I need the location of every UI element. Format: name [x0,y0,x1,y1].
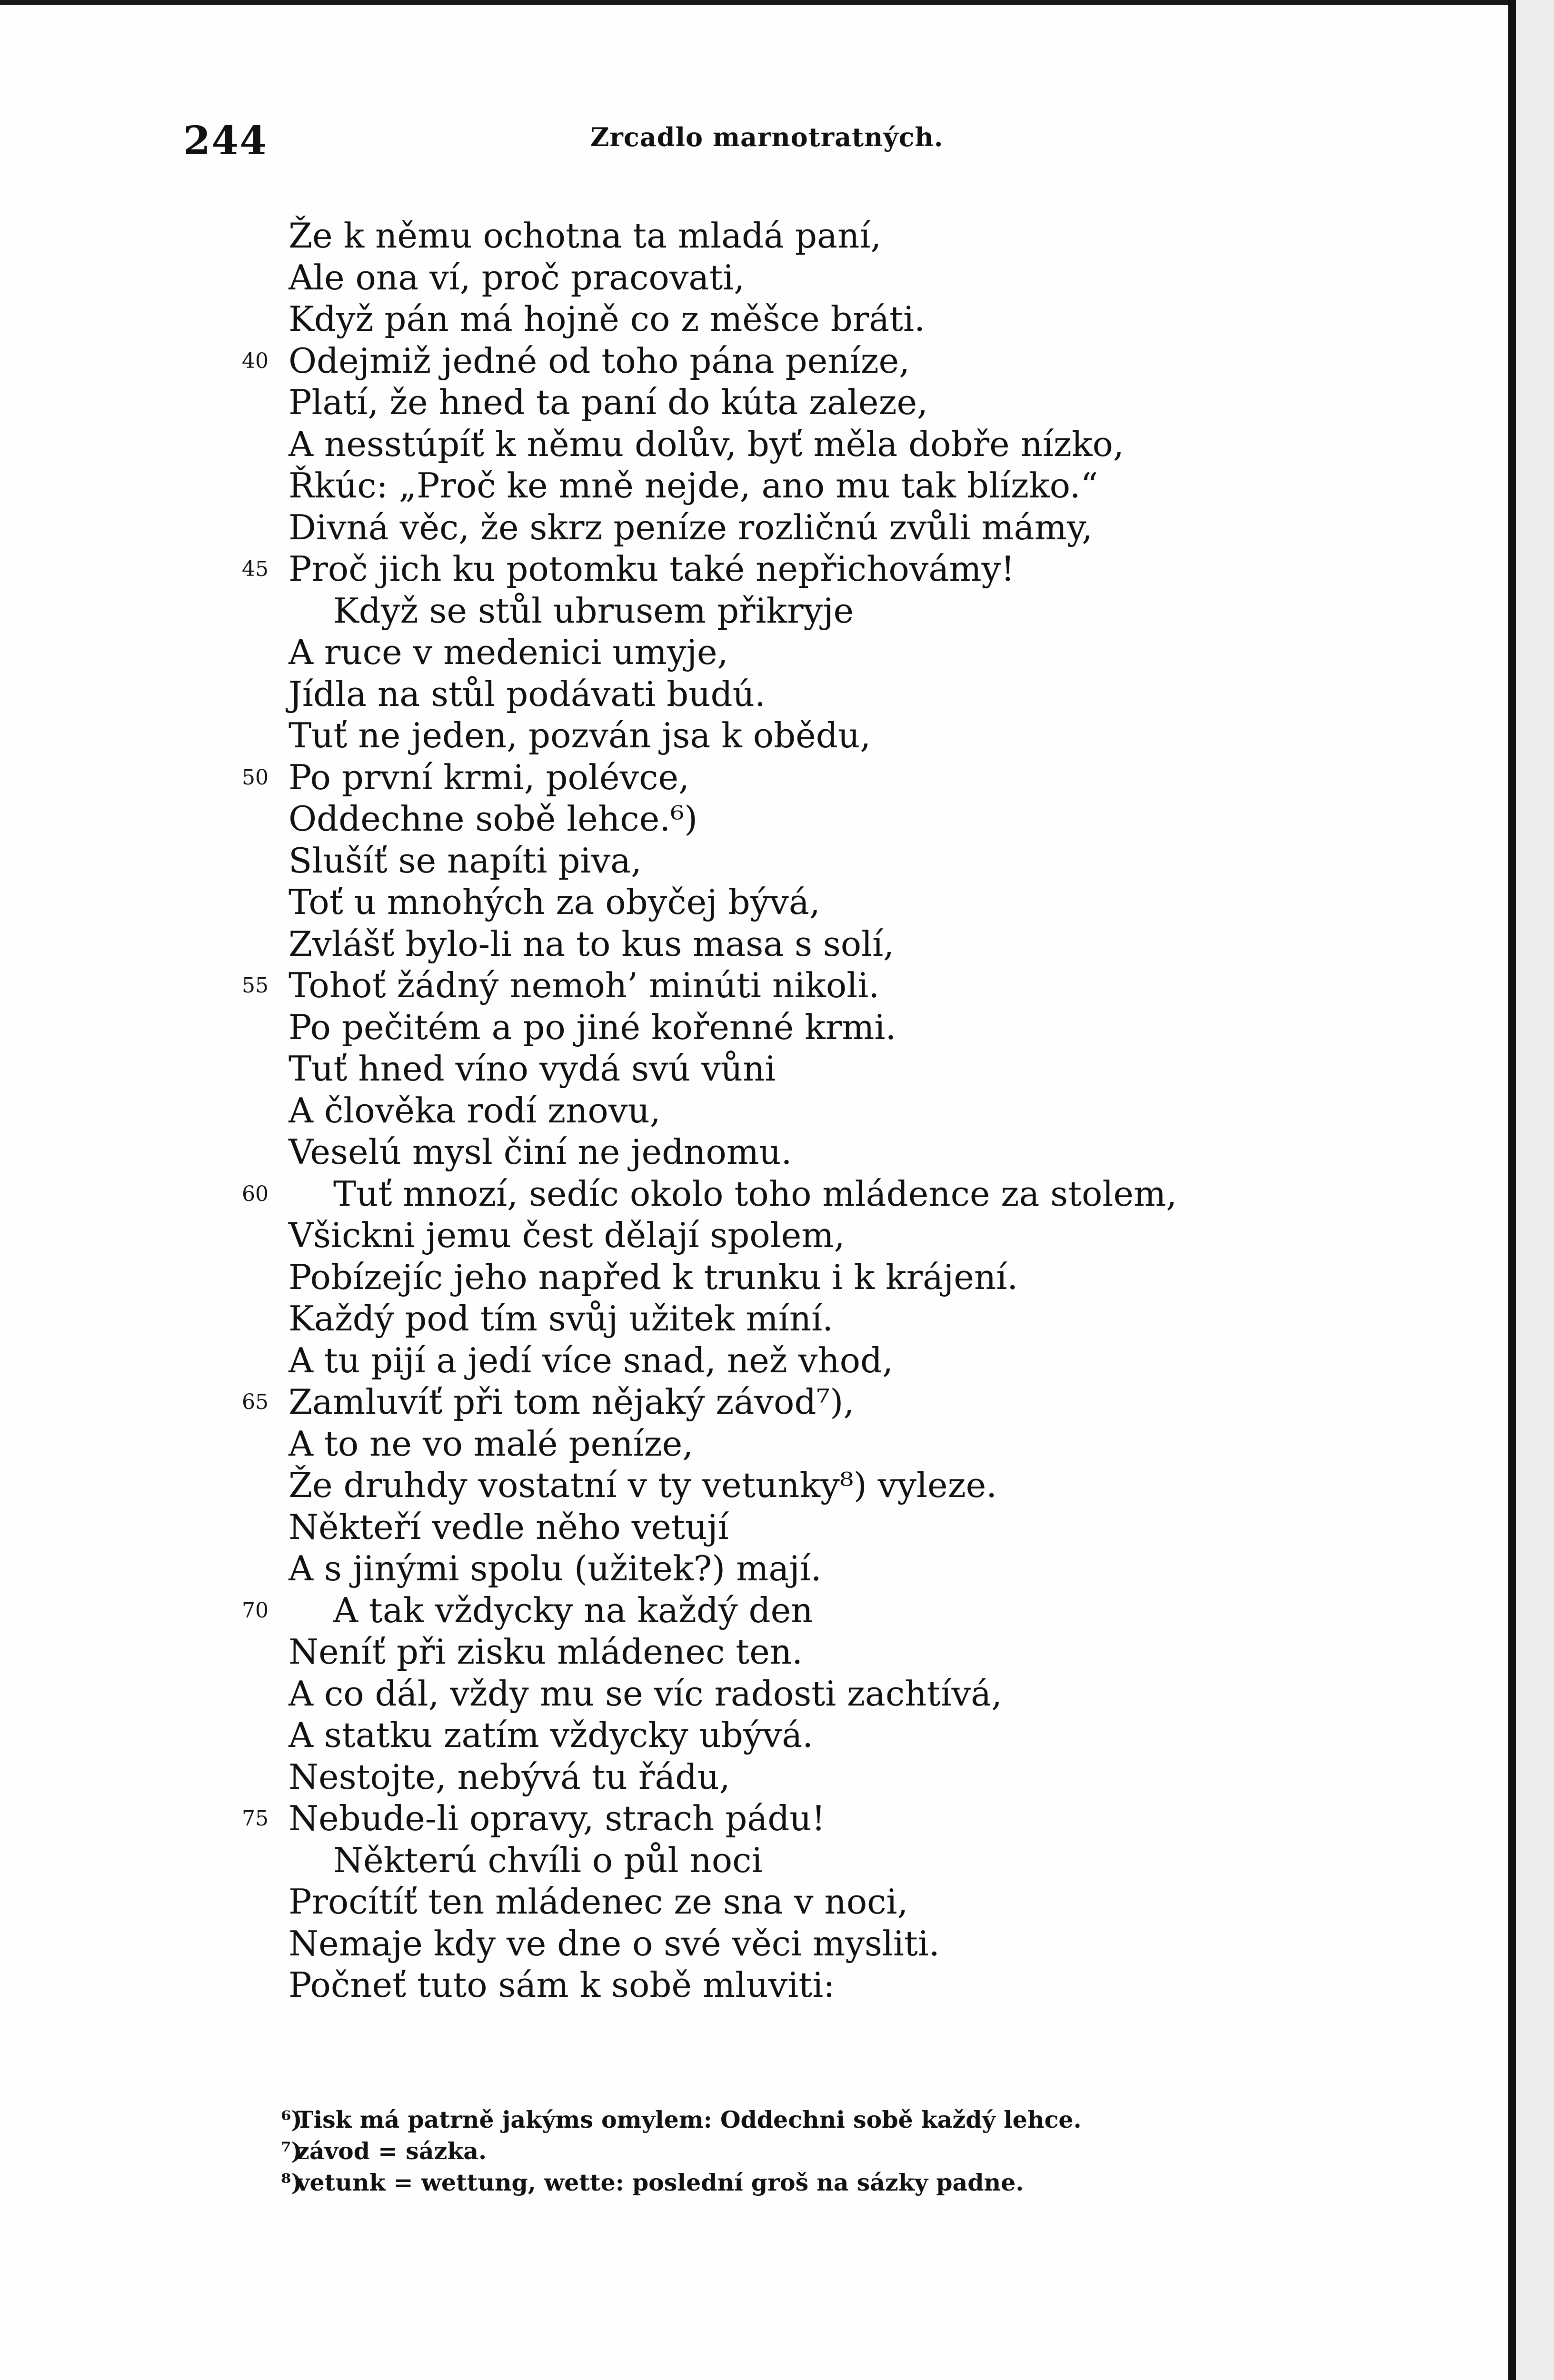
poem-line [0,1048,1504,1090]
line-text: Některú chvíli o půl noci [333,1840,763,1880]
line-text: A statku zatím vždycky ubývá. [289,1715,814,1755]
line-text: Ale ona ví, proč pracovati, [289,257,745,298]
page-header [0,109,1476,175]
footnote [281,2104,1500,2135]
scan-right-edge [1508,0,1516,2380]
line-number: 75 [242,1806,269,1831]
poem-line [0,1090,1504,1132]
poem-line [0,1507,1504,1548]
line-text: Všickni jemu čest dělají spolem, [289,1215,845,1255]
poem-line [0,1923,1504,1965]
line-number: 40 [242,348,269,373]
footnote [281,2167,1500,2198]
line-text: Že k němu ochotna ta mladá paní, [289,216,882,256]
line-text: A tu pijí a jedí více snad, než vhod, [289,1340,893,1380]
line-text: Nebude-li opravy, strach pádu! [289,1798,826,1838]
poem-line [0,590,1504,632]
line-number: 70 [242,1598,269,1623]
poem-line [0,1173,1504,1215]
line-text: A člověka rodí znovu, [289,1090,661,1130]
poem-line [0,548,1504,590]
poem-line [0,507,1504,549]
line-text: Neníť při zisku mládenec ten. [289,1632,803,1672]
poem-line [0,1590,1504,1632]
poem-line [0,1298,1504,1340]
poem-line [0,923,1504,965]
poem-line [0,1756,1504,1798]
footnote-text: Tisk má patrně jakýms omylem: Oddechni sobě každý lehce. [296,2106,1082,2133]
poem-line [0,965,1504,1007]
line-text: Oddechne sobě lehce.⁶) [289,799,698,839]
poem-line [0,882,1504,923]
poem-line [0,1798,1504,1840]
line-text: Odejmiž jedné od toho pána peníze, [289,340,910,381]
line-text: Veselú mysl činí ne jednomu. [289,1132,792,1172]
line-text: Po první krmi, polévce, [289,757,689,797]
poem-line [0,1215,1504,1257]
line-text: Řkúc: „Proč ke mně nejde, ano mu tak blízko.“ [289,466,1098,506]
line-text: Tuť hned víno vydá svú vůni [289,1049,776,1089]
line-text: Tohoť žádný nemoh’ minúti nikoli. [289,965,880,1005]
running-head: Zrcadlo marnotratných. [590,122,944,152]
line-number: 60 [242,1181,269,1206]
poem-line [0,715,1504,757]
poem-line [0,840,1504,882]
footnote-text: vetunk = wettung, wette: poslední groš na sázky padne. [296,2169,1024,2196]
poem-line [0,257,1504,299]
poem-line [0,1381,1504,1423]
line-text: Divná věc, že skrz peníze rozličnú zvůli mámy, [289,507,1093,547]
poem-line [0,1715,1504,1756]
footnote-text: závod = sázka. [296,2137,487,2165]
line-text: Proč jich ku potomku také nepřichovámy! [289,549,1015,589]
line-text: Nestojte, nebývá tu řádu, [289,1756,730,1797]
line-text: Že druhdy vostatní v ty vetunky⁸) vyleze. [289,1465,997,1505]
line-text: Procítíť ten mládenec ze sna v noci, [289,1882,908,1922]
poem-line [0,1964,1504,2006]
poem-line [0,1257,1504,1299]
poem-line [0,424,1504,466]
line-text: A ruce v medenici umyje, [289,632,728,672]
line-text: Někteří vedle něho vetují [289,1507,729,1547]
line-text: Pobízejíc jeho napřed k trunku i k krájení. [289,1257,1018,1297]
line-text: A nesstúpíť k němu dolův, byť měla dobře nízko, [289,424,1124,464]
poem-line [0,798,1504,840]
poem-text [0,215,1504,2006]
poem-line [0,1465,1504,1507]
line-number: 50 [242,765,269,790]
poem-line [0,1840,1504,1882]
line-text: Každý pod tím svůj užitek míní. [289,1299,834,1339]
line-text: Nemaje kdy ve dne o své věci mysliti. [289,1923,940,1964]
line-text: A to ne vo malé peníze, [289,1423,694,1464]
footnotes [281,2104,1500,2198]
line-text: A tak vždycky na každý den [333,1590,813,1630]
line-text: Tuť ne jeden, pozván jsa k obědu, [289,715,871,755]
line-text: Tuť mnozí, sedíc okolo toho mládence za stolem, [333,1173,1177,1214]
line-text: Po pečitém a po jiné kořenné krmi. [289,1007,897,1047]
poem-line [0,382,1504,424]
line-number: 65 [242,1390,269,1414]
poem-line [0,1423,1504,1465]
scan-top-edge [0,0,1538,5]
line-text: Zamluvíť při tom nějaký závod⁷), [289,1382,855,1422]
line-text: Když se stůl ubrusem přikryje [333,590,854,631]
footnote-mark: ⁸) [281,2169,302,2196]
line-text: A co dál, vždy mu se víc radosti zachtívá, [289,1673,1002,1714]
footnote-mark: ⁷) [281,2137,302,2165]
line-text: Zvlášť bylo-li na to kus masa s solí, [289,923,895,964]
poem-line [0,1340,1504,1382]
scan-margin [1516,0,1554,2380]
poem-line [0,757,1504,799]
line-text: Když pán má hojně co z měšce bráti. [289,299,925,339]
line-number: 55 [242,973,269,998]
footnote [281,2135,1500,2167]
poem-line [0,1131,1504,1173]
poem-line [0,1548,1504,1590]
line-text: Jídla na stůl podávati budú. [289,674,766,714]
poem-line [0,215,1504,257]
poem-line [0,1007,1504,1049]
poem-line [0,340,1504,382]
line-number: 45 [242,557,269,581]
poem-line [0,674,1504,715]
poem-line [0,1881,1504,1923]
poem-line [0,632,1504,674]
line-text: Toť u mnohých za obyčej bývá, [289,882,820,922]
footnote-mark: ⁶) [281,2106,302,2133]
poem-line [0,1631,1504,1673]
line-text: A s jinými spolu (užitek?) mají. [289,1548,822,1588]
line-text: Platí, že hned ta paní do kúta zaleze, [289,382,928,422]
poem-line [0,465,1504,507]
page-number: 244 [183,118,268,164]
line-text: Počneť tuto sám k sobě mluviti: [289,1965,835,2005]
poem-line [0,1673,1504,1715]
poem-line [0,298,1504,340]
line-text: Slušíť se napíti piva, [289,840,642,881]
